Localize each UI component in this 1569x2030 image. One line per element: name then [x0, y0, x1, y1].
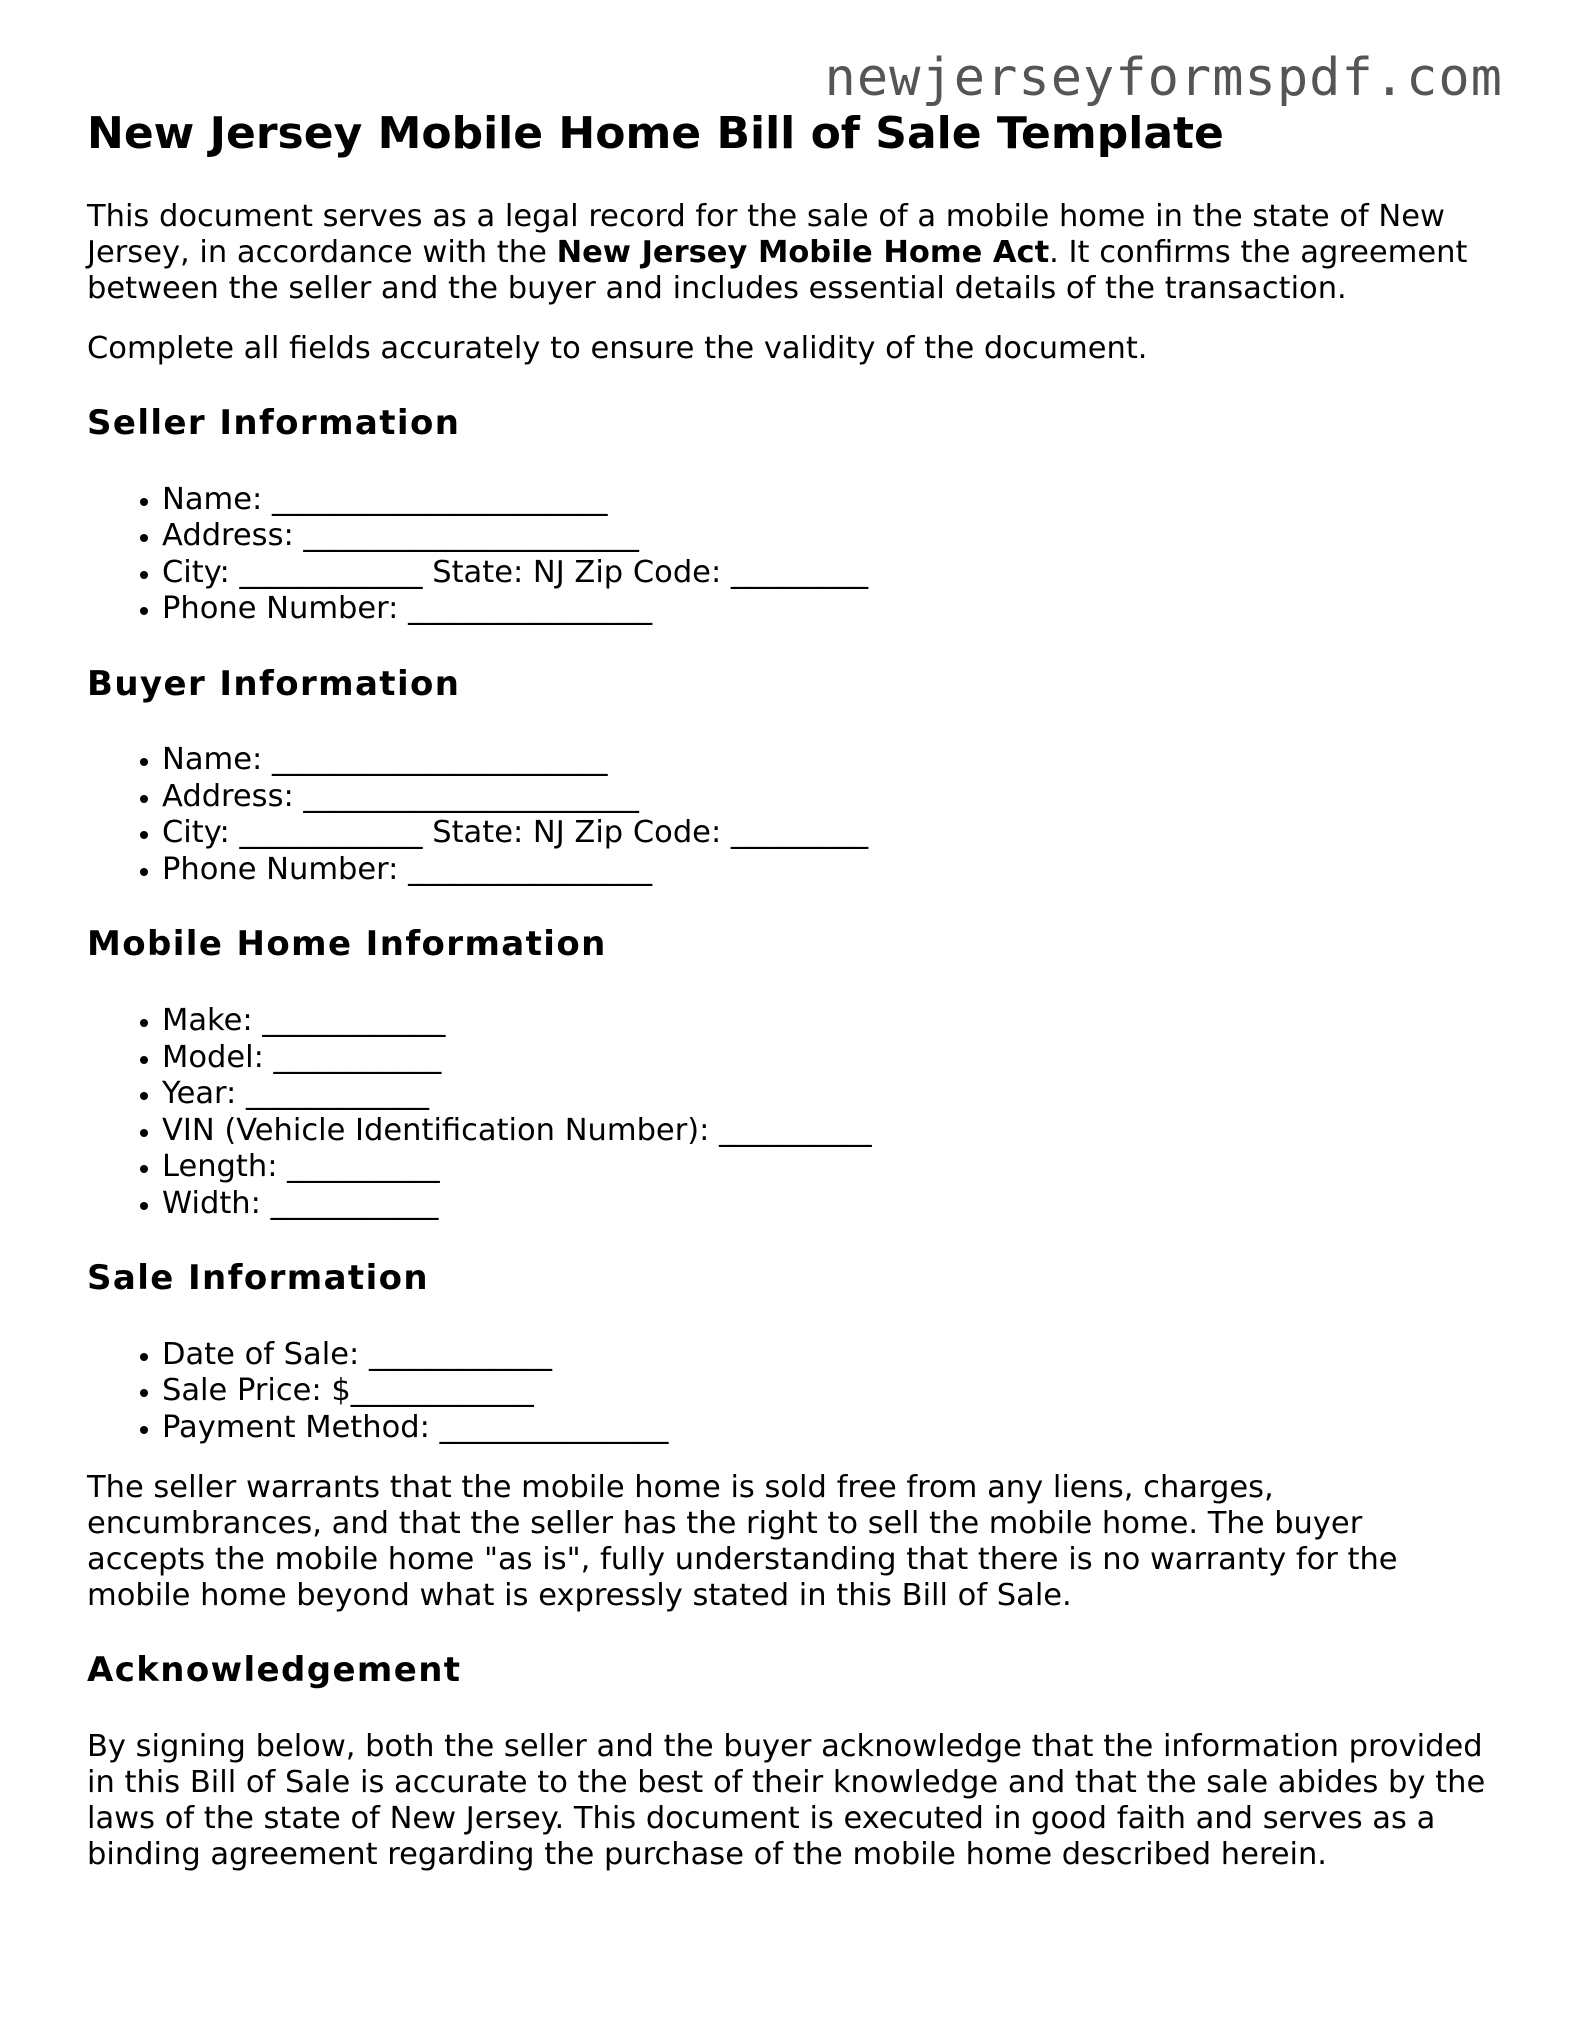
buyer-phone-field: • Phone Number: ________________	[162, 852, 1487, 889]
intro-text-before: This document serves as a legal record for the sale of a mobile home in the state of New Jersey, in accordance with the	[87, 198, 1445, 270]
payment-method-field: • Payment Method: _______________	[162, 1410, 1487, 1447]
buyer-name-field: • Name: ______________________	[162, 742, 1487, 779]
date-of-sale-field: • Date of Sale: ____________	[162, 1337, 1487, 1374]
acknowledgement-heading: Acknowledgement	[87, 1650, 462, 1691]
buyer-heading: Buyer Information	[87, 663, 461, 704]
vin-field: • VIN (Vehicle Identification Number): __________	[162, 1113, 1487, 1150]
seller-address-field: • Address: ______________________	[162, 518, 1487, 555]
width-field: • Width: ___________	[162, 1186, 1487, 1223]
sale-heading: Sale Information	[87, 1258, 429, 1299]
mobile-home-fields	[87, 1003, 1487, 1222]
sale-price-field: • Sale Price: $____________	[162, 1373, 1487, 1410]
intro-act-name: New Jersey Mobile Home Act	[556, 234, 1050, 270]
seller-fields	[87, 482, 1487, 628]
acknowledgement-paragraph: By signing below, both the seller and the buyer acknowledge that the information provided in this Bill of Sale is accurate to the best of their knowledge and that the sale abides by the laws of the state of New Jersey. This document is executed in good faith and serves as a binding agreement regarding the purchase of the mobile home described herein.	[87, 1729, 1486, 1873]
length-field: • Length: __________	[162, 1149, 1487, 1186]
seller-phone-field: • Phone Number: ________________	[162, 591, 1487, 628]
warranty-paragraph: The seller warrants that the mobile home is sold free from any liens, charges, encumbrances, and that the seller has the right to sell the mobile home. The buyer accepts the mobile home "as is", fully understanding that there is no warranty for the mobile home beyond what is expressly stated in this Bill of Sale.	[87, 1470, 1398, 1614]
buyer-city-state-zip-field: • City: ____________ State: NJ Zip Code: _________	[162, 815, 1487, 852]
watermark: newjerseyformspdf.com	[824, 48, 1503, 108]
document-title: New Jersey Mobile Home Bill of Sale Template	[87, 108, 1224, 159]
sale-fields	[87, 1337, 1487, 1447]
year-field: • Year: ____________	[162, 1076, 1487, 1113]
seller-name-field: • Name: ______________________	[162, 482, 1487, 519]
seller-heading: Seller Information	[87, 402, 461, 443]
model-field: • Model: ___________	[162, 1040, 1487, 1077]
seller-city-state-zip-field: • City: ____________ State: NJ Zip Code: _________	[162, 555, 1487, 592]
intro-paragraph	[87, 199, 1487, 307]
make-field: • Make: ____________	[162, 1003, 1487, 1040]
intro-text-after: . It confirms the agreement between the seller and the buyer and includes essential details of the transaction.	[87, 234, 1468, 306]
mobile-home-heading: Mobile Home Information	[87, 924, 607, 965]
buyer-address-field: • Address: ______________________	[162, 779, 1487, 816]
buyer-fields	[87, 742, 1487, 888]
document-body	[87, 108, 1487, 1897]
instruction-paragraph: Complete all fields accurately to ensure the validity of the document.	[87, 330, 1148, 366]
